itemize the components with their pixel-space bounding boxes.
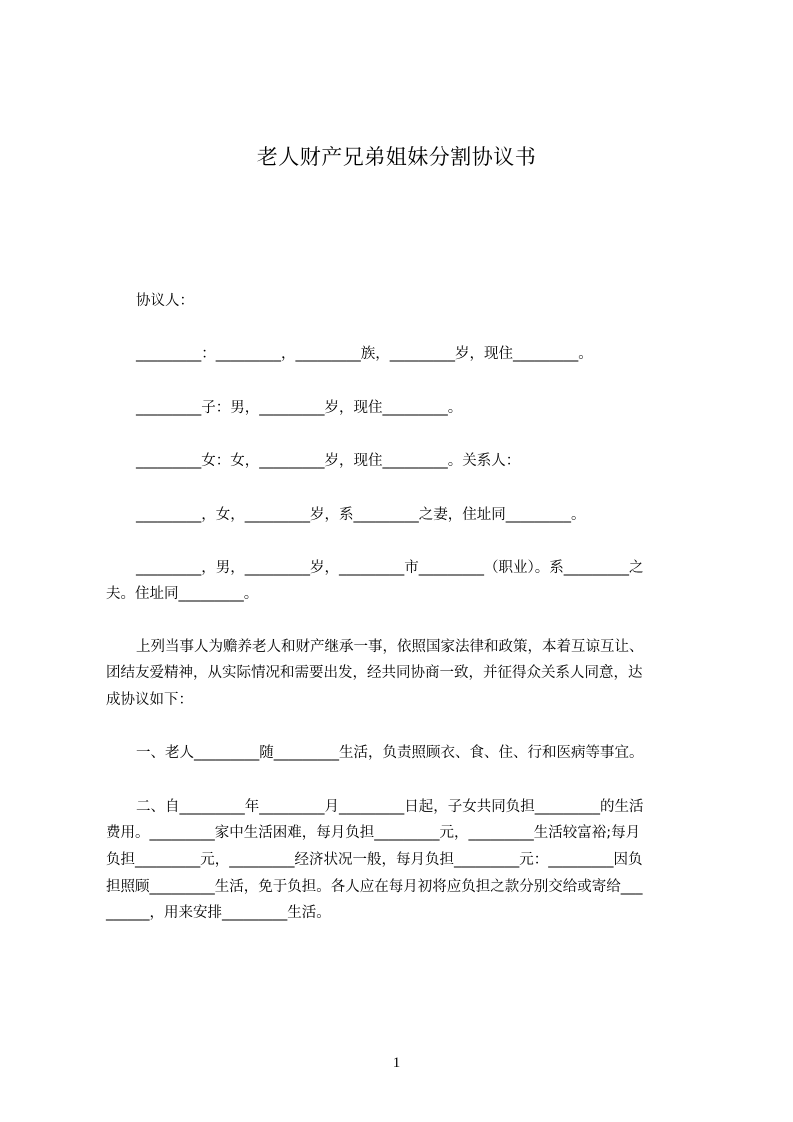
page-number: 1: [392, 1055, 401, 1071]
party-line: _________：_________，_________族，_________岁，现住_________。: [136, 346, 593, 362]
clause-two-line: 负担_________元，_________经济状况一般，每月负担_________元：_________因负: [106, 852, 643, 868]
party-line: _________，男，_________岁，_________市_________（职业）。系_________之: [136, 560, 644, 576]
party-line: _________子：男，_________岁，现住_________。: [136, 400, 463, 416]
clause-two-line: 二、自_________年_________月_________日起，子女共同负担_________的生活: [136, 799, 644, 815]
preamble-line: 团结友爱精神，从实际情况和需要出发，经共同协商一致，并征得众关系人同意，达: [106, 665, 643, 681]
party-line: _________女：女，_________岁，现住_________。关系人：: [136, 453, 521, 469]
preamble-line: 成协议如下：: [106, 692, 193, 708]
party-line: 夫。住址同_________。: [106, 586, 259, 602]
clause-two-line: 费用。_________家中生活困难，每月负担_________元，_________生活较富裕;每月: [106, 825, 641, 841]
preamble-line: 上列当事人为赡养老人和财产继承一事，依照国家法律和政策，本着互谅互让、: [136, 639, 644, 655]
clause-two-line: 担照顾_________生活，免于负担。各人应在每月初将应负担之款分别交给或寄给___: [106, 879, 643, 895]
clause-one: 一、老人_________随_________生活，负责照顾衣、食、住、行和医病等事宜。: [136, 745, 644, 761]
parties-label: 协议人：: [136, 293, 194, 309]
party-line: _________，女，_________岁，系_________之妻，住址同_________。: [136, 507, 586, 523]
clause-two-line: ______，用来安排_________生活。: [106, 905, 331, 921]
page-title: 老人财产兄弟姐妹分割协议书: [256, 145, 537, 169]
